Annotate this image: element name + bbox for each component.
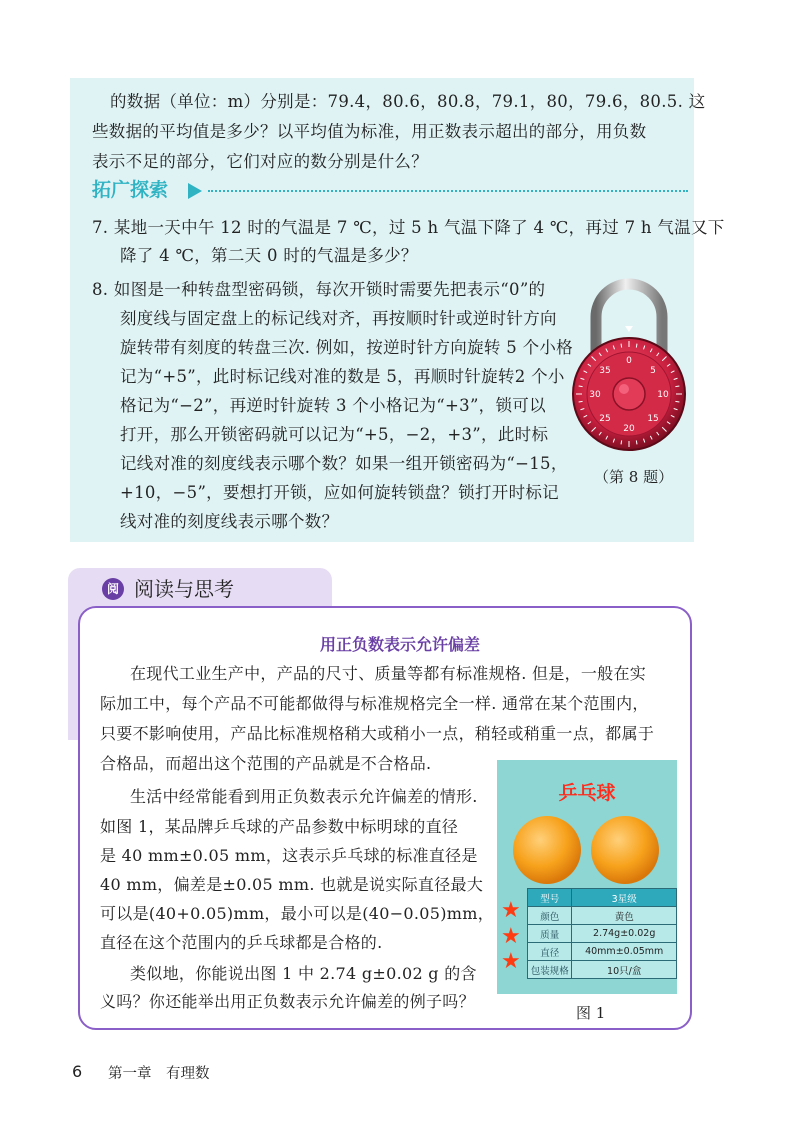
section-header [92,178,690,204]
spec-value: 3星级 [572,889,677,907]
question-8-line: 打开，那么开锁密码就可以记为“+5，−2，+3”，此时标 [120,425,549,444]
triangle-arrow-icon [188,183,202,199]
dial-number: 0 [626,356,632,366]
paragraph-line: 合格品，而超出这个范围的产品就是不合格品. [100,754,432,773]
table-row [528,907,677,925]
star-icon: ★ [501,898,521,923]
question-8-line: 格记为“−2”，再逆时针旋转 3 个小格记为“+3”，锁可以 [120,396,546,415]
paragraph-line: 生活中经常能看到用正负数表示允许偏差的情形. [130,787,478,806]
dial-tick [636,440,637,444]
combination-lock-figure [568,272,690,490]
lock-caption: （第 8 题） [594,468,674,486]
product-spec-table [527,888,677,979]
dial-number: 5 [650,365,656,376]
paragraph-line: 可以是(40+0.05)mm，最小可以是(40−0.05)mm， [100,904,495,923]
exercise-line: 表示不足的部分，它们对应的数分别是什么？ [92,152,428,171]
figure-caption: 图 1 [576,1004,606,1022]
card-title: 用正负数表示允许偏差 [319,635,480,654]
table-row [528,925,677,943]
question-7-line: 降了 4 ℃，第二天 0 时的气温是多少？ [120,246,418,265]
spec-value: 2.74g±0.02g [572,925,677,943]
dial-tick [579,401,583,402]
dial-number: 10 [657,390,669,400]
question-8-line: 8. 如图是一种转盘型密码锁，每次开锁时需要先把表示“0”的 [92,280,546,299]
reading-title: 阅读与思考 [134,577,234,601]
question-8-line: +10，−5”，要想打开锁，应如何旋转锁盘？锁打开时标记 [120,483,559,502]
chapter-title: 第一章 有理数 [108,1066,210,1082]
question-7-line: 7. 某地一天中午 12 时的气温是 7 ℃，过 5 h 气温下降了 4 ℃，再过 7 h 气温又下 [92,218,725,237]
spec-value: 黄色 [572,907,677,925]
spec-key: 质量 [528,925,572,943]
dial-tick [675,401,679,402]
dial-tick [579,386,583,387]
spec-key: 直径 [528,943,572,961]
spec-key: 包装规格 [528,961,572,979]
spec-value: 40mm±0.05mm [572,943,677,961]
question-8-line: 记为“+5”，此时标记线对准的数是 5，再顺时针旋转2 个小 [120,367,565,386]
page-number: 6 [72,1062,83,1081]
dial-tick [621,440,622,444]
star-icon: ★ [501,924,521,949]
paragraph-line: 际加工中，每个产品不可能都做得与标准规格完全一样. 通常在某个范围内， [100,694,649,713]
paragraph-line: 是 40 mm±0.05 mm，这表示乒乓球的标准直径是 [100,846,478,865]
dial-tick [675,386,679,387]
figure-title: 乒乓球 [558,782,616,804]
star-icon: ★ [501,949,521,974]
reading-badge-icon: 阅 [102,578,124,600]
spec-key: 颜色 [528,907,572,925]
question-8-line: 线对准的刻度线表示哪个数？ [120,512,339,531]
table-row [528,943,677,961]
paragraph-line: 在现代工业生产中，产品的尺寸、质量等都有标准规格. 但是，一般在实 [130,664,647,683]
paragraph-line: 如图 1，某品牌乒乓球的产品参数中标明球的直径 [100,817,459,836]
dial-number: 30 [589,390,601,400]
paragraph-line: 只要不影响使用，产品比标准规格稍大或稍小一点，稍轻或稍重一点，都属于 [100,724,655,743]
exercise-line: 些数据的平均值是多少？以平均值为标准，用正数表示超出的部分，用负数 [92,122,647,141]
question-8-line: 旋转带有刻度的转盘三次. 例如，按逆时针方向旋转 5 个小格 [120,338,573,357]
question-8-line: 记线对准的刻度线表示哪个数？如果一组开锁密码为“−15， [120,454,568,473]
paragraph-line: 40 mm，偏差是±0.05 mm. 也就是说实际直径最大 [100,875,484,894]
dial-number: 15 [647,414,659,425]
spec-value: 10只/盒 [572,961,677,979]
table-row [528,889,677,907]
paragraph-line: 义吗？你还能举出用正负数表示允许偏差的例子吗？ [100,992,475,1011]
question-8-line: 刻度线与固定盘上的标记线对齐，再按顺时针或逆时针方向 [120,309,557,328]
paragraph-line: 类似地，你能说出图 1 中 2.74 g±0.02 g 的含 [130,964,477,983]
dial-number: 25 [599,414,611,425]
paragraph-line: 直径在这个范围内的乒乓球都是合格的. [100,933,383,952]
ping-pong-balls-illustration [497,804,677,894]
dial-tick [636,344,637,348]
table-row [528,961,677,979]
spec-key: 型号 [528,889,572,907]
section-title: 拓广探索 [92,179,169,201]
ping-pong-figure [497,760,677,994]
dial-tick [621,344,622,348]
dial-number: 20 [623,424,635,434]
exercise-line: 的数据（单位：m）分别是：79.4，80.6，80.8，79.1，80，79.6，80.5. 这 [110,92,706,111]
dotted-rule [208,190,688,192]
combination-lock-icon [568,272,690,462]
dial-number: 35 [599,365,611,376]
